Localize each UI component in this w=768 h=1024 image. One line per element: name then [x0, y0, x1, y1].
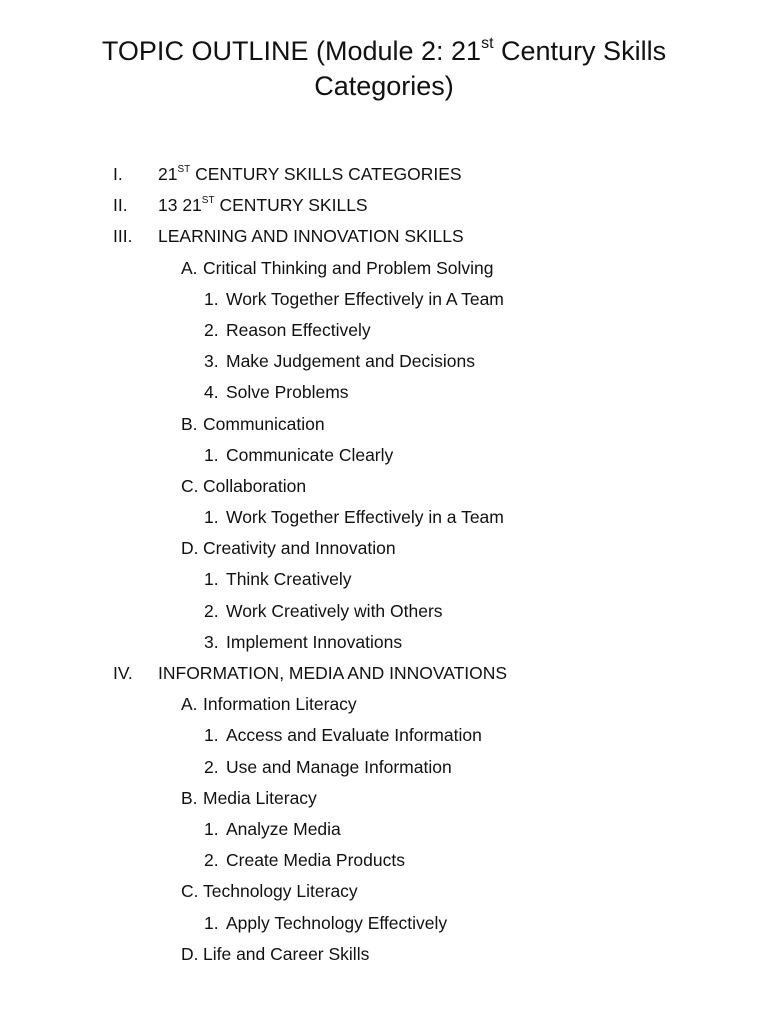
outline-item-number: 2.: [204, 756, 219, 777]
outline-item-level-3: [0, 846, 768, 877]
outline-item-number: 3.: [204, 631, 219, 652]
outline-item-superscript: ST: [201, 195, 215, 207]
outline-item-label: Make Judgement and Decisions: [226, 351, 476, 372]
outline-item-label: Implement Innovations: [226, 631, 403, 652]
outline-item-level-3: [0, 441, 768, 472]
outline-item-text: [203, 534, 396, 562]
outline-item-label: Creativity and Innovation: [203, 538, 396, 559]
outline-item-label: Communication: [203, 413, 325, 434]
outline-item-label: Critical Thinking and Problem Solving: [203, 257, 494, 278]
outline-item-level-2: [0, 534, 768, 565]
outline-item-text: [158, 659, 507, 687]
outline-item-level-3: [0, 378, 768, 409]
outline-item-text: [226, 753, 452, 781]
outline-item-number: 3.: [204, 351, 219, 372]
outline-item-label: LEARNING AND INNOVATION SKILLS: [158, 226, 464, 247]
outline-item-text: [158, 191, 368, 219]
outline-item-number: A.: [181, 694, 198, 715]
title-text-line2: Categories): [314, 71, 454, 101]
outline-item-label: Work Together Effectively in a Team: [226, 507, 504, 528]
outline-item-text: [203, 877, 358, 905]
outline-item-number: 4.: [204, 382, 219, 403]
outline-item-text: [226, 909, 447, 937]
outline-item-level-3: [0, 628, 768, 659]
outline-item-level-2: [0, 784, 768, 815]
outline-item-number: 1.: [204, 818, 219, 839]
outline-item-text: [226, 347, 475, 375]
outline-item-level-3: [0, 285, 768, 316]
outline-item-superscript: ST: [177, 164, 191, 176]
outline-item-level-2: [0, 410, 768, 441]
title-text-part1: TOPIC OUTLINE (Module 2: 21: [101, 36, 482, 66]
outline-item-number: D.: [181, 538, 199, 559]
outline-item-label: Communicate Clearly: [226, 444, 394, 465]
outline-item-text: [226, 503, 504, 531]
outline-item-level-2: [0, 690, 768, 721]
outline-item-level-1: [0, 222, 768, 253]
outline-item-text: [158, 222, 464, 250]
outline-item-label: Collaboration: [203, 475, 307, 496]
outline-item-text: [226, 597, 443, 625]
outline-item-number: C.: [181, 881, 199, 902]
outline-item-text: [226, 441, 393, 469]
outline-item-level-3: [0, 815, 768, 846]
outline-item-number: B.: [181, 413, 198, 434]
outline-item-level-3: [0, 503, 768, 534]
topic-outline: [0, 160, 768, 971]
outline-item-label: CENTURY SKILLS: [214, 195, 368, 216]
outline-item-number: 1.: [204, 444, 219, 465]
outline-item-number: 2.: [204, 319, 219, 340]
outline-item-prefix: 21: [158, 164, 178, 184]
title-superscript: st: [481, 35, 494, 52]
outline-item-label: Life and Career Skills: [203, 943, 370, 964]
outline-item-level-2: [0, 254, 768, 285]
outline-item-text: [203, 254, 494, 282]
outline-item-level-3: [0, 909, 768, 940]
outline-item-text: [226, 628, 402, 656]
outline-item-label: Media Literacy: [203, 787, 317, 808]
outline-item-level-3: [0, 347, 768, 378]
outline-item-number: 1.: [204, 569, 219, 590]
outline-item-label: Analyze Media: [226, 818, 341, 839]
outline-item-label: Access and Evaluate Information: [226, 725, 482, 746]
outline-item-text: [203, 784, 317, 812]
outline-item-text: [203, 690, 357, 718]
outline-item-number: IV.: [113, 663, 133, 683]
outline-item-prefix: 13 21: [158, 195, 202, 216]
outline-item-level-1: [0, 160, 768, 191]
outline-item-text: [158, 160, 462, 188]
outline-item-level-2: [0, 877, 768, 908]
outline-item-text: [226, 378, 349, 406]
outline-item-number: 2.: [204, 850, 219, 871]
outline-item-number: 1.: [204, 507, 219, 528]
outline-item-label: Create Media Products: [226, 850, 405, 871]
outline-item-level-3: [0, 753, 768, 784]
outline-item-label: Technology Literacy: [203, 881, 358, 902]
outline-item-label: Information Literacy: [203, 694, 357, 715]
outline-item-level-3: [0, 721, 768, 752]
outline-item-number: 1.: [204, 912, 219, 933]
outline-item-label: Think Creatively: [226, 569, 352, 590]
page-title: [0, 34, 768, 104]
outline-item-number: II.: [113, 195, 128, 216]
outline-item-text: [226, 316, 371, 344]
outline-item-label: INFORMATION, MEDIA AND INNOVATIONS: [158, 663, 508, 683]
outline-item-level-3: [0, 316, 768, 347]
outline-item-number: 2.: [204, 600, 219, 621]
outline-item-text: [226, 285, 504, 313]
outline-item-number: C.: [181, 475, 199, 496]
outline-item-level-1: [0, 659, 768, 690]
outline-item-label: Reason Effectively: [226, 319, 371, 340]
outline-item-label: Use and Manage Information: [226, 756, 452, 777]
outline-item-number: A.: [181, 257, 198, 278]
outline-item-level-1: [0, 191, 768, 222]
title-text-part2: Century Skills: [493, 36, 667, 66]
outline-item-number: B.: [181, 787, 198, 808]
outline-item-number: 1.: [204, 288, 219, 309]
outline-item-label: Solve Problems: [226, 382, 349, 403]
outline-item-label: Work Creatively with Others: [226, 600, 443, 621]
outline-item-text: [226, 846, 405, 874]
outline-item-number: I.: [113, 164, 123, 184]
outline-item-text: [203, 410, 325, 438]
outline-item-number: III.: [113, 226, 133, 247]
outline-item-text: [226, 815, 341, 843]
outline-item-number: D.: [181, 943, 199, 964]
outline-item-number: 1.: [204, 725, 219, 746]
outline-item-level-2: [0, 940, 768, 971]
outline-item-level-3: [0, 597, 768, 628]
outline-item-text: [203, 472, 306, 500]
outline-item-label: CENTURY SKILLS CATEGORIES: [190, 164, 462, 184]
outline-item-level-2: [0, 472, 768, 503]
outline-item-text: [226, 721, 482, 749]
outline-item-label: Work Together Effectively in A Team: [226, 288, 504, 309]
outline-item-level-3: [0, 565, 768, 596]
outline-item-text: [203, 940, 369, 968]
outline-item-text: [226, 565, 351, 593]
outline-item-label: Apply Technology Effectively: [226, 912, 448, 933]
